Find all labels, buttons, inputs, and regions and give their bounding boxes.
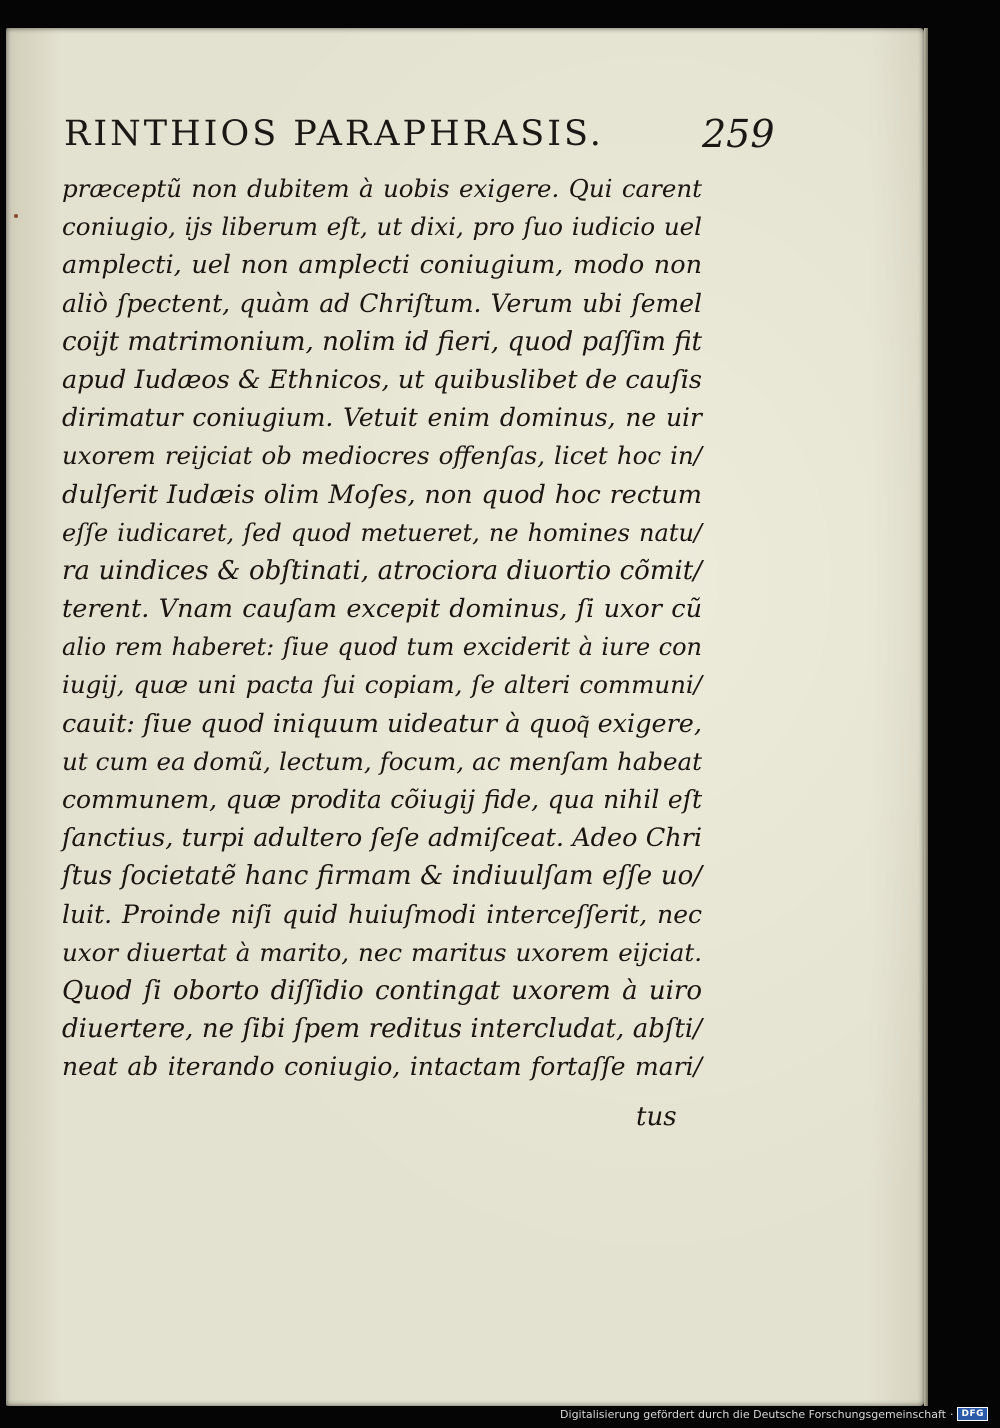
margin-ink-mark	[14, 214, 18, 218]
text-line: uxor diuertat à marito, nec maritus uxorem eijciat.	[62, 937, 702, 967]
text-line: Quod ſi oborto diſſidio contingat uxorem à uiro	[62, 975, 702, 1006]
text-line: iugij, quæ uni pacta ſui copiam, ſe alteri communi/	[62, 670, 702, 700]
text-line: ſanctius, turpi adultero ſeſe admiſceat. Adeo Chri	[62, 823, 702, 854]
text-line: alio rem haberet: ſiue quod tum exciderit à iure con	[62, 633, 702, 662]
text-line: amplecti, uel non amplecti coniugium, modo non	[62, 250, 702, 281]
catchword: tus	[636, 1102, 677, 1132]
dfg-logo-icon: DFG	[957, 1407, 988, 1421]
text-line: coijt matrimonium, nolim id fieri, quod paſſim fit	[62, 326, 702, 357]
text-line: eſſe iudicaret, ſed quod metueret, ne homines natu/	[62, 518, 702, 547]
text-line: uxorem reijciat ob mediocres offenſas, licet hoc in/	[62, 441, 702, 471]
text-line: diuertere, ne ſibi ſpem reditus intercludat, abſti/	[62, 1014, 702, 1045]
running-title: RINTHIOS PARAPHRASIS.	[64, 114, 604, 154]
text-line: dirimatur coniugium. Vetuit enim dominus, ne uir	[62, 403, 702, 433]
text-line: ſtus ſocietatẽ hanc firmam & indiuulſam eſſe uo/	[62, 861, 702, 892]
text-line: terent. Vnam cauſam excepit dominus, ſi uxor cũ	[62, 594, 702, 625]
text-line: ra uindices & obſtinati, atrociora diuortio cõmit/	[62, 555, 702, 586]
body-text	[62, 170, 702, 1087]
page-header	[64, 108, 775, 158]
credit-separator: ·	[949, 1407, 954, 1421]
page-number: 259	[702, 112, 775, 156]
text-line: communem, quæ prodita cõiugij fide, qua nihil eſt	[62, 785, 702, 814]
text-line: luit. Proinde niſi quid huiuſmodi interceſſerit, nec	[62, 899, 702, 929]
credit-text: Digitalisierung gefördert durch die Deutsche Forschungsgemeinschaft	[560, 1407, 946, 1421]
text-line: præceptũ non dubitem à uobis exigere. Qui carent	[62, 174, 702, 203]
digitization-credit	[560, 1406, 988, 1422]
text-line: aliò ſpectent, quàm ad Chriſtum. Verum ubi ſemel	[62, 288, 702, 318]
text-line: neat ab iterando coniugio, intactam fortaſſe mari/	[62, 1052, 702, 1082]
text-line: cauit: ſiue quod iniquum uideatur à quoq͂ exigere,	[62, 708, 702, 739]
text-line: apud Iudæos & Ethnicos, ut quibuslibet de cauſis	[62, 364, 702, 395]
text-line: dulſerit Iudæis olim Moſes, non quod hoc rectum	[62, 479, 702, 510]
text-line: ut cum ea domũ, lectum, focum, ac menſam habeat	[62, 746, 702, 776]
page-edge	[924, 28, 928, 1406]
text-line: coniugio, ijs liberum eſt, ut dixi, pro ſuo iudicio uel	[62, 212, 702, 242]
